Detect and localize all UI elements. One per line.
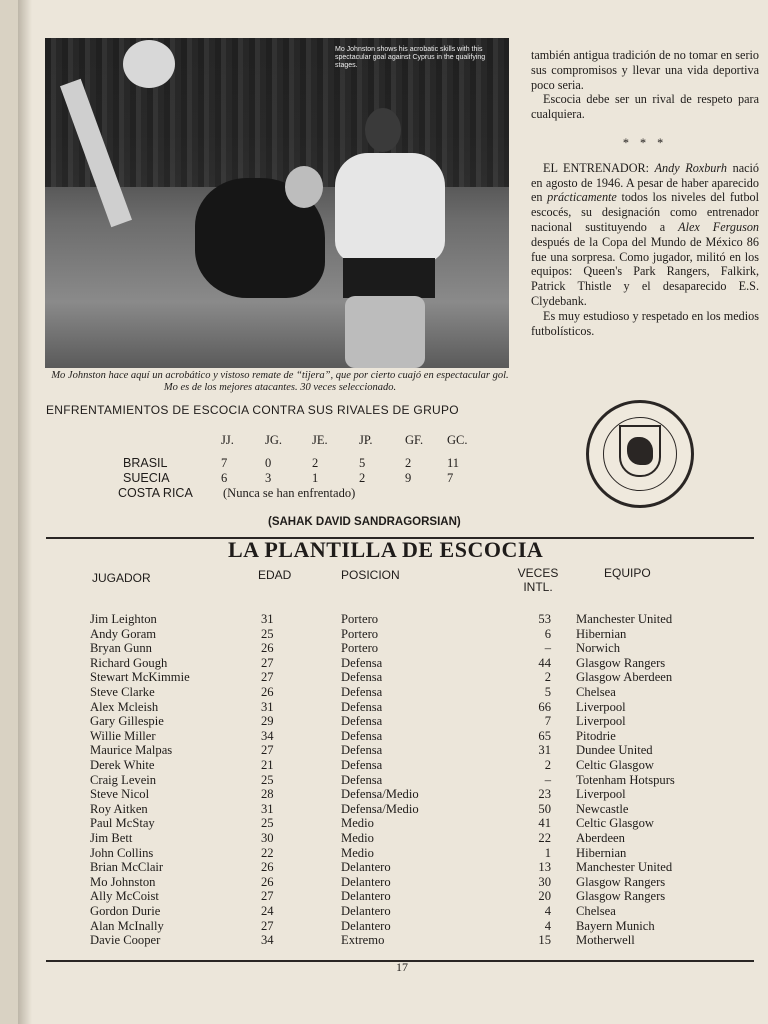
player-name: Richard Gough bbox=[90, 655, 168, 670]
coach-text-b: todos los niveles del futbol escocés, su designación como entrenador nacional sustituyendo a bbox=[531, 190, 760, 234]
player-age: 27 bbox=[261, 918, 274, 933]
photo-player-light bbox=[335, 153, 445, 263]
player-age: 28 bbox=[261, 787, 274, 802]
page-number: 17 bbox=[396, 960, 408, 974]
table-row bbox=[18, 612, 768, 627]
player-position: Defensa bbox=[341, 699, 383, 714]
table-row bbox=[18, 743, 768, 758]
matchup-value: 2 bbox=[405, 456, 412, 470]
photo-inset-caption: Mo Johnston shows his acrobatic skills with this spectacular goal against Cyprus in the qualifying stages. bbox=[335, 46, 486, 69]
table-row bbox=[18, 816, 768, 831]
player-team: Totenham Hotspurs bbox=[576, 772, 675, 787]
player-caps: 66 bbox=[538, 699, 551, 714]
player-name: Brian McClair bbox=[90, 860, 164, 875]
matchup-value: 7 bbox=[221, 456, 228, 470]
player-position: Medio bbox=[341, 831, 374, 845]
table-row bbox=[18, 729, 768, 744]
table-row bbox=[18, 758, 768, 773]
player-caps: 2 bbox=[544, 758, 551, 772]
table-row bbox=[18, 656, 768, 671]
coach-text-em: prácticamente bbox=[547, 190, 617, 205]
player-age: 25 bbox=[261, 816, 274, 831]
player-caps: 6 bbox=[544, 626, 551, 641]
player-age: 26 bbox=[261, 685, 274, 699]
player-caps: – bbox=[544, 772, 551, 787]
coach-text-a: nació en agosto de 1946. A pesar de haber aparecido en bbox=[531, 160, 759, 205]
player-position: Portero bbox=[341, 641, 379, 656]
header-gc: GC. bbox=[447, 433, 468, 447]
photo-player-dark-head bbox=[285, 166, 323, 208]
table-row bbox=[18, 919, 768, 934]
player-team: Glasgow Rangers bbox=[576, 889, 666, 904]
header-je: JE. bbox=[312, 433, 328, 447]
player-caps: 50 bbox=[538, 801, 551, 816]
header-jj: JJ. bbox=[221, 433, 234, 447]
player-position: Delantero bbox=[341, 889, 391, 904]
table-row bbox=[18, 889, 768, 904]
player-caps: 30 bbox=[538, 874, 551, 889]
player-age: 26 bbox=[261, 874, 274, 889]
player-age: 31 bbox=[261, 612, 274, 626]
player-caps: 5 bbox=[544, 685, 551, 699]
squad-header-age: EDAD bbox=[258, 568, 292, 582]
player-name: Willie Miller bbox=[90, 728, 156, 743]
player-position: Defensa bbox=[341, 772, 383, 787]
player-caps: 20 bbox=[538, 889, 551, 904]
player-age: 25 bbox=[261, 626, 274, 641]
player-name: Andy Goram bbox=[90, 626, 157, 641]
matchup-value: 3 bbox=[265, 471, 272, 485]
matchup-row bbox=[18, 486, 538, 502]
player-team: Celtic Glasgow bbox=[576, 816, 654, 831]
header-gf: GF. bbox=[405, 433, 424, 447]
player-team: Liverpool bbox=[576, 787, 626, 802]
player-team: Norwich bbox=[576, 641, 621, 656]
player-team: Chelsea bbox=[576, 904, 616, 918]
player-name: Davie Cooper bbox=[90, 933, 161, 948]
match-photo bbox=[45, 38, 509, 368]
scottish-fa-crest-icon bbox=[586, 400, 694, 508]
player-name: John Collins bbox=[90, 845, 154, 860]
table-row bbox=[18, 875, 768, 890]
player-position: Delantero bbox=[341, 860, 391, 875]
player-name: Steve Nicol bbox=[90, 787, 150, 802]
coach-label: EL ENTRENADOR: bbox=[543, 160, 650, 175]
player-age: 27 bbox=[261, 889, 274, 904]
player-team: Liverpool bbox=[576, 714, 626, 729]
matchup-value: 5 bbox=[359, 456, 366, 470]
player-team: Bayern Munich bbox=[576, 918, 655, 933]
table-row bbox=[18, 904, 768, 919]
matchup-team: COSTA RICA bbox=[118, 486, 193, 500]
player-team: Newcastle bbox=[576, 801, 629, 816]
player-name: Stewart McKimmie bbox=[90, 670, 190, 685]
table-row bbox=[18, 670, 768, 685]
matchup-value: 7 bbox=[447, 471, 454, 485]
squad-header-caps bbox=[508, 566, 568, 594]
paragraph-2: Escocia debe ser un rival de respeto para cualquiera. bbox=[531, 92, 759, 122]
matchups-header-row bbox=[18, 433, 518, 449]
matchup-value: 9 bbox=[405, 471, 412, 485]
article-right-column bbox=[531, 48, 759, 338]
player-caps: 53 bbox=[538, 612, 551, 626]
player-caps: 2 bbox=[544, 670, 551, 685]
player-position: Portero bbox=[341, 626, 379, 641]
table-row bbox=[18, 641, 768, 656]
player-team: Celtic Glasgow bbox=[576, 758, 654, 772]
player-name: Ally McCoist bbox=[90, 889, 159, 904]
matchup-value: 11 bbox=[447, 456, 460, 470]
matchup-note: (Nunca se han enfrentado) bbox=[223, 486, 356, 500]
player-name: Alan McInally bbox=[90, 918, 164, 933]
matchup-value: 1 bbox=[312, 471, 319, 485]
player-team: Glasgow Aberdeen bbox=[576, 670, 673, 685]
author-byline: (SAHAK DAVID SANDRAGORSIAN) bbox=[268, 516, 461, 528]
table-row bbox=[18, 933, 768, 948]
table-row bbox=[18, 846, 768, 861]
player-name: Craig Levein bbox=[90, 772, 157, 787]
player-position: Defensa/Medio bbox=[341, 801, 419, 816]
player-age: 31 bbox=[261, 699, 274, 714]
player-age: 27 bbox=[261, 743, 274, 758]
player-name: Paul McStay bbox=[90, 816, 155, 831]
section-separator: * * * bbox=[622, 135, 668, 150]
table-row bbox=[18, 787, 768, 802]
table-row bbox=[18, 714, 768, 729]
player-team: Hibernian bbox=[576, 626, 627, 641]
player-position: Defensa bbox=[341, 758, 383, 772]
squad-header-position: POSICION bbox=[341, 568, 400, 582]
player-caps: 1 bbox=[544, 845, 551, 860]
photo-ball bbox=[123, 40, 175, 88]
player-age: 34 bbox=[261, 933, 274, 948]
player-caps: 23 bbox=[538, 787, 551, 802]
squad-header-player: JUGADOR bbox=[92, 571, 151, 585]
player-team: Manchester United bbox=[576, 612, 673, 626]
player-team: Dundee United bbox=[576, 743, 653, 758]
player-age: 24 bbox=[261, 904, 274, 918]
player-age: 34 bbox=[261, 728, 274, 743]
matchup-row bbox=[18, 456, 538, 472]
player-position: Delantero bbox=[341, 874, 391, 889]
player-position: Medio bbox=[341, 816, 374, 831]
player-team: Glasgow Rangers bbox=[576, 655, 666, 670]
player-caps: 4 bbox=[544, 904, 551, 918]
table-row bbox=[18, 700, 768, 715]
player-position: Delantero bbox=[341, 918, 391, 933]
player-name: Bryan Gunn bbox=[90, 641, 152, 656]
player-team: Hibernian bbox=[576, 845, 627, 860]
player-caps: 4 bbox=[544, 918, 551, 933]
photo-player-light-legs bbox=[345, 296, 425, 368]
player-age: 22 bbox=[261, 845, 274, 860]
header-jg: JG. bbox=[265, 433, 283, 447]
player-caps: 44 bbox=[538, 655, 551, 670]
table-row bbox=[18, 685, 768, 700]
player-name: Maurice Malpas bbox=[90, 743, 173, 758]
player-caps: 13 bbox=[538, 860, 551, 875]
player-position: Defensa/Medio bbox=[341, 787, 419, 802]
coach-name: Andy Roxburh bbox=[654, 160, 727, 175]
player-age: 27 bbox=[261, 670, 274, 685]
player-name: Roy Aitken bbox=[90, 801, 148, 816]
matchup-team: BRASIL bbox=[123, 456, 168, 470]
magazine-page bbox=[18, 0, 768, 1024]
player-position: Defensa bbox=[341, 655, 383, 670]
player-team: Aberdeen bbox=[576, 831, 625, 845]
player-team: Liverpool bbox=[576, 699, 626, 714]
squad-header-caps-line1: VECES bbox=[517, 566, 559, 580]
player-name: Derek White bbox=[90, 758, 155, 772]
player-name: Steve Clarke bbox=[90, 685, 155, 699]
squad-header-team: EQUIPO bbox=[604, 566, 651, 580]
player-caps: – bbox=[544, 641, 551, 656]
matchups-title: ENFRENTAMIENTOS DE ESCOCIA CONTRA SUS RIVALES DE GRUPO bbox=[46, 403, 459, 417]
player-age: 25 bbox=[261, 772, 274, 787]
player-position: Delantero bbox=[341, 904, 391, 918]
player-age: 29 bbox=[261, 714, 274, 729]
photo-player-light-shorts bbox=[343, 258, 435, 298]
matchup-value: 6 bbox=[221, 471, 228, 485]
player-age: 26 bbox=[261, 860, 274, 875]
matchup-team: SUECIA bbox=[123, 471, 170, 485]
player-position: Defensa bbox=[341, 670, 383, 685]
player-team: Motherwell bbox=[576, 933, 635, 948]
table-row bbox=[18, 802, 768, 817]
player-team: Pitodrie bbox=[576, 728, 616, 743]
player-caps: 15 bbox=[538, 933, 551, 948]
player-name: Jim Leighton bbox=[90, 612, 157, 626]
player-team: Glasgow Rangers bbox=[576, 874, 666, 889]
player-team: Chelsea bbox=[576, 685, 616, 699]
photo-player-light-head bbox=[365, 108, 401, 152]
player-name: Alex Mcleish bbox=[90, 699, 159, 714]
player-age: 26 bbox=[261, 641, 274, 656]
player-caps: 41 bbox=[538, 816, 551, 831]
player-team: Manchester United bbox=[576, 860, 673, 875]
player-position: Medio bbox=[341, 845, 374, 860]
player-caps: 22 bbox=[538, 831, 551, 845]
squad-title: LA PLANTILLA DE ESCOCIA bbox=[228, 537, 544, 562]
table-row bbox=[18, 860, 768, 875]
table-row bbox=[18, 773, 768, 788]
player-position: Extremo bbox=[341, 933, 385, 948]
coach-text-c: después de la Copa del Mundo de México 86 fue una sorpresa. Como jugador, militó en los equipos: Queen's Park Rangers, Falkirk, Patrick Thistle y el desaparecido E.S. Clydebank. bbox=[531, 234, 759, 308]
player-age: 21 bbox=[261, 758, 274, 772]
matchup-value: 0 bbox=[265, 456, 272, 470]
player-name: Mo Johnston bbox=[90, 874, 156, 889]
player-caps: 31 bbox=[538, 743, 551, 758]
player-position: Defensa bbox=[341, 743, 383, 758]
matchup-row bbox=[18, 471, 538, 487]
player-position: Portero bbox=[341, 612, 379, 626]
player-caps: 7 bbox=[544, 714, 551, 729]
crest-lion bbox=[627, 437, 653, 465]
player-age: 27 bbox=[261, 655, 274, 670]
coach-predecessor: Alex Ferguson bbox=[678, 219, 760, 234]
player-name: Gary Gillespie bbox=[90, 714, 164, 729]
header-jp: JP. bbox=[359, 433, 373, 447]
player-name: Gordon Durie bbox=[90, 904, 161, 918]
paragraph-4: Es muy estudioso y respetado en los medios futbolísticos. bbox=[531, 308, 759, 338]
matchup-value: 2 bbox=[359, 471, 366, 485]
table-row bbox=[18, 627, 768, 642]
player-position: Defensa bbox=[341, 714, 383, 729]
player-caps: 65 bbox=[538, 728, 551, 743]
table-row bbox=[18, 831, 768, 846]
player-position: Defensa bbox=[341, 728, 383, 743]
squad-header-caps-line2: INTL. bbox=[523, 580, 553, 594]
player-position: Defensa bbox=[341, 685, 383, 699]
player-age: 30 bbox=[261, 831, 274, 845]
paragraph-coach bbox=[531, 161, 759, 309]
player-name: Jim Bett bbox=[90, 831, 133, 845]
paragraph-1: también antigua tradición de no tomar en serio sus compromisos y llevar una vida deportiva poco seria. bbox=[531, 48, 759, 92]
player-age: 31 bbox=[261, 801, 274, 816]
photo-caption: Mo Johnston hace aquí un acrobático y vistoso remate de “tijera”, que por cierto cuajó en espectacular gol. Mo es de los mejores atacantes. 30 veces seleccionado. bbox=[51, 370, 509, 393]
matchup-value: 2 bbox=[312, 456, 319, 470]
